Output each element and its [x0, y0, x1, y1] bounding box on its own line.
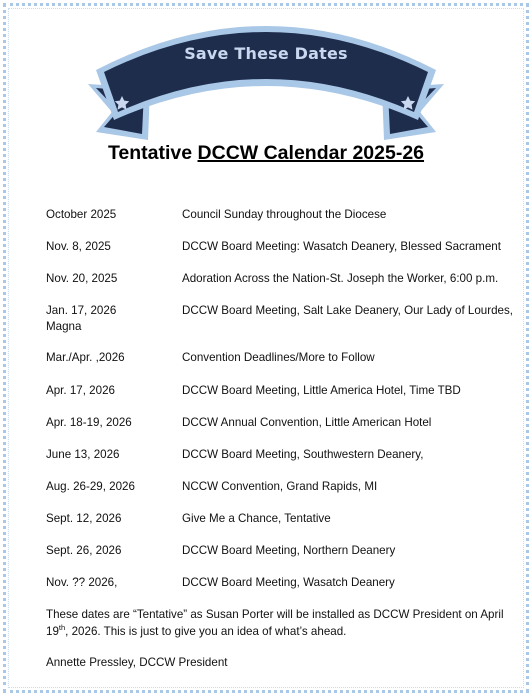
event-date: Apr. 17, 2026	[46, 384, 115, 397]
event-description: NCCW Convention, Grand Rapids, MI	[182, 480, 378, 493]
event-date: June 13, 2026	[46, 448, 120, 461]
event-description: DCCW Board Meeting, Wasatch Deanery	[182, 576, 395, 589]
tentative-note	[46, 606, 522, 640]
note-day-suffix: th	[58, 623, 66, 633]
event-date: Jan. 17, 2026	[46, 304, 117, 317]
note-day: 19	[46, 625, 59, 638]
event-description: DCCW Board Meeting, Northern Deanery	[182, 544, 396, 557]
event-date: Nov. 20, 2025	[46, 272, 118, 285]
event-date: Apr. 18-19, 2026	[46, 416, 132, 429]
event-date: October 2025	[46, 208, 117, 221]
signature: Annette Pressley, DCCW President	[46, 656, 228, 669]
event-date: Aug. 26-29, 2026	[46, 480, 135, 493]
event-date: Sept. 26, 2026	[46, 544, 122, 557]
event-description: Convention Deadlines/More to Follow	[182, 351, 375, 364]
event-date: Nov. 8, 2025	[46, 240, 111, 253]
event-description: DCCW Board Meeting: Wasatch Deanery, Blessed Sacrament	[182, 240, 501, 253]
note-line-1: These dates are “Tentative” as Susan Porter will be installed as DCCW President on April	[46, 608, 504, 621]
event-date: Nov. ?? 2026,	[46, 576, 118, 589]
event-description-wrap: Magna	[46, 320, 82, 333]
event-description: DCCW Annual Convention, Little American Hotel	[182, 416, 432, 429]
banner-text: Save These Dates	[184, 44, 348, 63]
event-description: DCCW Board Meeting, Southwestern Deanery,	[182, 448, 424, 461]
event-description: DCCW Board Meeting, Salt Lake Deanery, Our Lady of Lourdes,	[182, 304, 514, 317]
page-title	[0, 142, 532, 165]
event-date: Mar./Apr. ,2026	[46, 351, 125, 364]
title-prefix: Tentative	[107, 142, 198, 164]
event-description: Adoration Across the Nation-St. Joseph the Worker, 6:00 p.m.	[182, 272, 499, 285]
event-description: DCCW Board Meeting, Little America Hotel, Time TBD	[182, 384, 461, 397]
event-date: Sept. 12, 2026	[46, 512, 122, 525]
note-line-2	[46, 623, 522, 640]
event-description: Give Me a Chance, Tentative	[182, 512, 331, 525]
save-the-dates-banner	[0, 0, 532, 150]
note-line-2-rest: , 2026. This is just to give you an idea of what’s ahead.	[65, 625, 347, 638]
event-description: Council Sunday throughout the Diocese	[182, 208, 387, 221]
title-underlined: DCCW Calendar 2025-26	[197, 142, 425, 164]
